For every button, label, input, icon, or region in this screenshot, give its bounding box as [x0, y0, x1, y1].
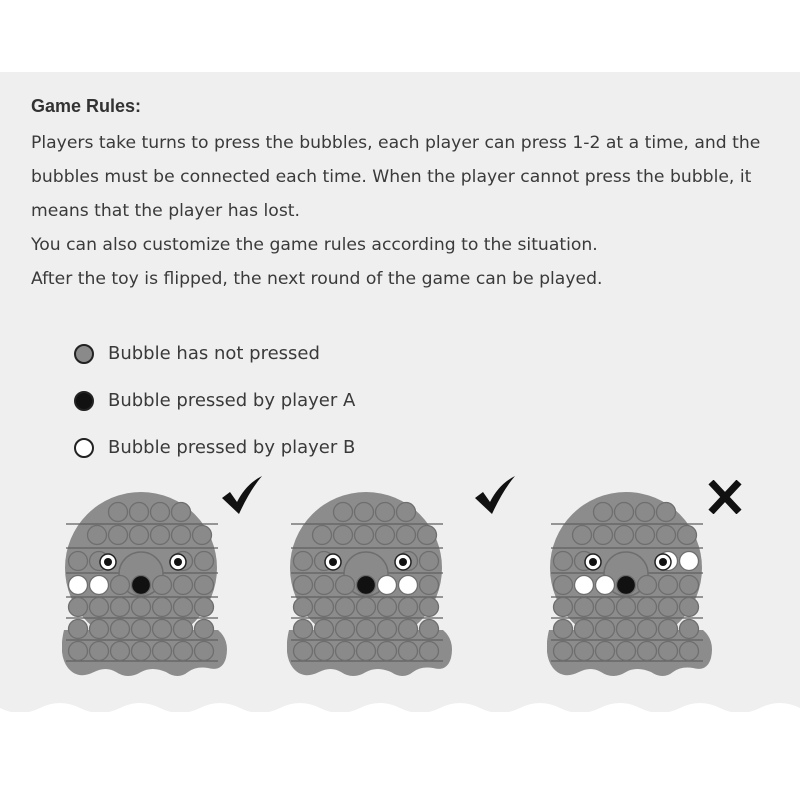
bubble: [573, 526, 592, 545]
bubble: [315, 598, 334, 617]
bubble: [657, 526, 676, 545]
check-icon: [473, 474, 517, 516]
bubble: [334, 526, 353, 545]
rules-line: Players take turns to press the bubbles, each player can press 1-2 at a time, and the: [31, 133, 761, 153]
pupil: [399, 558, 407, 566]
bubble: [575, 598, 594, 617]
bubble: [617, 598, 636, 617]
bubble: [334, 503, 353, 522]
bubble: [174, 620, 193, 639]
bubble: [151, 503, 170, 522]
bubble: [594, 503, 613, 522]
bubble: [554, 598, 573, 617]
bubble: [294, 642, 313, 661]
bubble: [575, 576, 594, 595]
bubble: [596, 620, 615, 639]
bubble: [378, 642, 397, 661]
bubble: [88, 526, 107, 545]
bubble: [357, 620, 376, 639]
octopus-board-example-3: [547, 490, 717, 680]
verdict-example-3: [708, 480, 742, 518]
bubble: [336, 576, 355, 595]
bubble: [111, 598, 130, 617]
bubble: [638, 620, 657, 639]
bubble: [69, 576, 88, 595]
bubble: [554, 620, 573, 639]
bubble: [315, 642, 334, 661]
bubble: [638, 642, 657, 661]
bubble: [336, 642, 355, 661]
bubble: [174, 576, 193, 595]
bubble: [554, 552, 573, 571]
bubble: [315, 620, 334, 639]
bubble: [575, 620, 594, 639]
bubble: [357, 576, 376, 595]
rules-text: [31, 126, 791, 296]
legend-label: Bubble pressed by player A: [108, 390, 356, 411]
bubble: [596, 642, 615, 661]
bubble: [617, 576, 636, 595]
bubble: [195, 552, 214, 571]
bubble: [420, 552, 439, 571]
bubble: [153, 576, 172, 595]
bubble: [153, 642, 172, 661]
bubble: [132, 598, 151, 617]
bubble: [659, 642, 678, 661]
cross-icon: [708, 480, 742, 514]
bubble: [357, 642, 376, 661]
bubble: [109, 503, 128, 522]
legend-item-unpressed: [74, 330, 355, 377]
bubble: [132, 576, 151, 595]
octopus-toy: [547, 490, 717, 680]
bubble: [554, 576, 573, 595]
bubble: [397, 503, 416, 522]
bubble: [90, 598, 109, 617]
bubble: [397, 526, 416, 545]
pupil: [174, 558, 182, 566]
bubble: [294, 620, 313, 639]
bubble: [315, 576, 334, 595]
bubble: [90, 576, 109, 595]
bubble: [596, 576, 615, 595]
bubble: [636, 503, 655, 522]
pupil: [659, 558, 667, 566]
bubble: [294, 576, 313, 595]
bubble: [69, 620, 88, 639]
bubble: [294, 552, 313, 571]
legend-item-player-a: [74, 377, 355, 424]
bubble: [69, 552, 88, 571]
pupil: [329, 558, 337, 566]
bubble: [132, 642, 151, 661]
bubble: [615, 503, 634, 522]
legend-label: Bubble pressed by player B: [108, 437, 356, 458]
bubble: [172, 503, 191, 522]
bubble: [638, 598, 657, 617]
bubble: [418, 526, 437, 545]
cross-mark: [711, 482, 739, 512]
check-icon: [220, 474, 264, 516]
unpressed-bubble-icon: [74, 344, 94, 364]
pupil: [104, 558, 112, 566]
bubble: [294, 598, 313, 617]
bubble: [659, 598, 678, 617]
octopus-board-example-1: [62, 490, 232, 680]
bubble: [678, 526, 697, 545]
bubble: [376, 526, 395, 545]
bubble: [69, 598, 88, 617]
bubble: [111, 576, 130, 595]
player-b-bubble-icon: [74, 438, 94, 458]
bubble: [399, 598, 418, 617]
bubble: [153, 620, 172, 639]
bubble: [399, 576, 418, 595]
rules-line: bubbles must be connected each time. When the player cannot press the bubble, it: [31, 167, 752, 187]
bubble: [378, 598, 397, 617]
bubble: [594, 526, 613, 545]
bubble: [313, 526, 332, 545]
bubble: [420, 620, 439, 639]
bubble: [680, 552, 699, 571]
bubble: [399, 642, 418, 661]
bubble: [195, 642, 214, 661]
legend: [74, 330, 355, 471]
bubble: [659, 576, 678, 595]
bubble: [69, 642, 88, 661]
bubble: [617, 642, 636, 661]
bubble: [378, 576, 397, 595]
bubble: [195, 576, 214, 595]
rules-line: You can also customize the game rules according to the situation.: [31, 235, 598, 255]
bubble: [90, 642, 109, 661]
check-mark: [475, 476, 515, 514]
bubble: [638, 576, 657, 595]
bubble: [355, 526, 374, 545]
bubble: [596, 598, 615, 617]
bubble: [132, 620, 151, 639]
octopus-board-example-2: [287, 490, 457, 680]
rules-title: Game Rules:: [31, 96, 142, 116]
bubble: [336, 620, 355, 639]
bubble: [130, 503, 149, 522]
bubble: [420, 598, 439, 617]
bubble: [680, 576, 699, 595]
bubble: [111, 642, 130, 661]
bubble: [554, 642, 573, 661]
bubble: [151, 526, 170, 545]
bubble: [130, 526, 149, 545]
bubble: [680, 620, 699, 639]
bubble: [90, 620, 109, 639]
bubble: [659, 620, 678, 639]
bubble: [680, 642, 699, 661]
bubble: [153, 598, 172, 617]
bubble: [636, 526, 655, 545]
rules-line: means that the player has lost.: [31, 201, 300, 221]
bubble: [617, 620, 636, 639]
bubble: [111, 620, 130, 639]
bubble: [193, 526, 212, 545]
bubble: [172, 526, 191, 545]
bubble: [420, 642, 439, 661]
verdict-example-2: [473, 474, 517, 520]
bubble: [109, 526, 128, 545]
bubble: [378, 620, 397, 639]
bubble: [336, 598, 355, 617]
rules-line: After the toy is flipped, the next round of the game can be played.: [31, 269, 603, 289]
legend-item-player-b: [74, 424, 355, 471]
bubble: [174, 642, 193, 661]
bubble: [420, 576, 439, 595]
bubble: [680, 598, 699, 617]
octopus-toy: [62, 490, 232, 680]
bubble: [575, 642, 594, 661]
octopus-toy: [287, 490, 457, 680]
bubble: [357, 598, 376, 617]
bubble: [195, 598, 214, 617]
legend-label: Bubble has not pressed: [108, 343, 320, 364]
bubble: [399, 620, 418, 639]
verdict-example-1: [220, 474, 264, 520]
bubble: [615, 526, 634, 545]
bubble: [657, 503, 676, 522]
pupil: [589, 558, 597, 566]
check-mark: [222, 476, 262, 514]
bubble: [376, 503, 395, 522]
bubble: [174, 598, 193, 617]
bubble: [355, 503, 374, 522]
bubble: [195, 620, 214, 639]
player-a-bubble-icon: [74, 391, 94, 411]
torn-edge-divider: [0, 700, 800, 724]
